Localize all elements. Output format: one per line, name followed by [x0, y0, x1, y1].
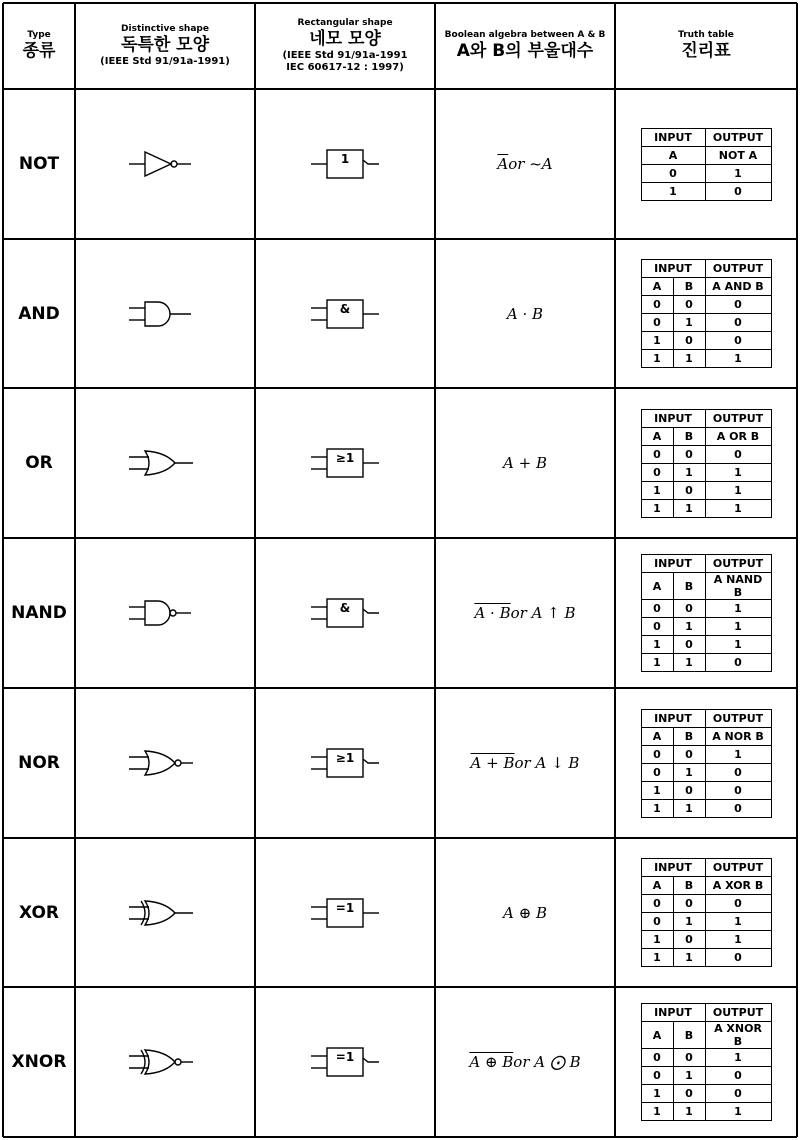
table-row [641, 314, 771, 332]
table-row [641, 164, 771, 182]
truth-table-and [641, 259, 772, 368]
table-value: 1 [673, 618, 705, 636]
boolean-expression-xnor [435, 987, 615, 1137]
table-value: 1 [641, 931, 673, 949]
table-value: 1 [641, 1085, 673, 1103]
table-value: 0 [673, 600, 705, 618]
table-value: 1 [641, 654, 673, 672]
table-row [641, 1049, 771, 1067]
table-value: 0 [641, 314, 673, 332]
table-value: 1 [641, 182, 705, 200]
not-gate-icon [125, 139, 205, 189]
table-value: 0 [641, 1067, 673, 1085]
header-distinctive-ko: 독특한 모양 [120, 35, 210, 55]
header-rectangular-en: Rectangular shape [297, 18, 393, 28]
table-value: 1 [673, 1067, 705, 1085]
distinctive-symbol-xnor [75, 987, 255, 1137]
column-output: A OR B [705, 427, 771, 445]
header-distinctive-en: Distinctive shape [121, 24, 209, 34]
rectangular-symbol-or [255, 388, 435, 538]
rectangular-symbol-and [255, 239, 435, 388]
table-value: 0 [705, 445, 771, 463]
table-row [641, 618, 771, 636]
xnor-gate-icon [125, 1037, 205, 1087]
column-output: A NOR B [705, 727, 771, 745]
rectangular-symbol-nor [255, 688, 435, 838]
header-truth-ko: 진리표 [681, 41, 731, 61]
table-value: 0 [673, 745, 705, 763]
rectangular-symbol-xor [255, 838, 435, 987]
table-value: 0 [705, 314, 771, 332]
truth-table-cell-and [615, 239, 797, 388]
gate-name-nand: NAND [11, 603, 67, 623]
table-value: 1 [641, 499, 673, 517]
truth-table-not [641, 128, 772, 201]
rectangular-symbol-nand [255, 538, 435, 688]
table-row [641, 296, 771, 314]
overlined-term: A · B [474, 604, 511, 622]
gate-name-xor: XOR [18, 902, 60, 923]
truth-table-nand [641, 554, 772, 672]
header-boolean-ko: A와 B의 부울대수 [456, 41, 594, 61]
table-value: 1 [641, 799, 673, 817]
rect-symbol-label: ≥1 [335, 451, 355, 465]
output-header: OUTPUT [705, 1004, 771, 1022]
expression-rest: or A ↓ B [514, 754, 580, 772]
table-value: 1 [673, 799, 705, 817]
output-header: OUTPUT [705, 260, 771, 278]
table-row [641, 463, 771, 481]
rect-symbol-label: & [339, 601, 351, 615]
overlined-term: A ⊕ B [469, 1053, 514, 1071]
header-rectangular [255, 3, 435, 89]
table-row [641, 895, 771, 913]
truth-table-cell-not [615, 89, 797, 239]
table-value: 0 [705, 763, 771, 781]
input-header: INPUT [641, 260, 705, 278]
gate-name-or: OR [25, 453, 53, 473]
table-value: 1 [705, 463, 771, 481]
table-row [641, 332, 771, 350]
table-value: 1 [705, 499, 771, 517]
column-b: B [673, 727, 705, 745]
table-value: 1 [705, 600, 771, 618]
column-a: A [641, 573, 673, 600]
header-rectangular-ko: 네모 모양 [309, 29, 381, 49]
table-row [641, 499, 771, 517]
table-value: 0 [673, 636, 705, 654]
truth-table-cell-nor [615, 688, 797, 838]
table-value: 1 [641, 350, 673, 368]
output-header: OUTPUT [705, 128, 771, 146]
boolean-expression-and [435, 239, 615, 388]
table-value: 1 [673, 763, 705, 781]
header-distinctive [75, 3, 255, 89]
table-row [641, 913, 771, 931]
overlined-term: $\overline{A}$ [497, 155, 509, 173]
column-b: B [673, 1022, 705, 1049]
header-rectangular-sub2: IEC 60617-12 : 1997) [286, 62, 404, 73]
table-row [641, 745, 771, 763]
distinctive-symbol-or [75, 388, 255, 538]
table-value: 0 [705, 1067, 771, 1085]
expression-rest: A ⊕ B [503, 903, 547, 922]
table-value: 0 [641, 463, 673, 481]
boolean-expression-nand [435, 538, 615, 688]
rect-symbol-label: =1 [335, 900, 355, 915]
table-value: 0 [705, 895, 771, 913]
column-output: A NAND B [705, 573, 771, 600]
column-output: A XNOR B [705, 1022, 771, 1049]
table-value: 1 [641, 636, 673, 654]
input-header: INPUT [641, 128, 705, 146]
truth-table-cell-nand [615, 538, 797, 688]
table-value: 0 [673, 481, 705, 499]
distinctive-symbol-nand [75, 538, 255, 688]
table-value: 0 [673, 332, 705, 350]
truth-table-nor [641, 709, 772, 818]
table-value: 1 [705, 481, 771, 499]
table-value: 0 [673, 445, 705, 463]
input-header: INPUT [641, 555, 705, 573]
table-value: 0 [705, 332, 771, 350]
table-value: 0 [673, 296, 705, 314]
table-value: 1 [705, 931, 771, 949]
table-value: 0 [705, 654, 771, 672]
header-type-ko: 종류 [22, 41, 56, 61]
distinctive-symbol-and [75, 239, 255, 388]
gate-name-xnor: XNOR [11, 1052, 67, 1072]
table-value: 0 [673, 1085, 705, 1103]
table-value: 1 [705, 164, 771, 182]
truth-table-cell-xnor [615, 987, 797, 1137]
expression-rest: A + B [503, 454, 547, 472]
table-row [641, 636, 771, 654]
output-header: OUTPUT [705, 859, 771, 877]
truth-table-or [641, 409, 772, 518]
rect-symbol-label: 1 [340, 152, 350, 166]
distinctive-symbol-nor [75, 688, 255, 838]
header-truth [615, 3, 797, 89]
truth-table-xnor [641, 1003, 772, 1121]
column-output: A XOR B [705, 877, 771, 895]
column-a: A [641, 727, 673, 745]
boolean-expression-nor [435, 688, 615, 838]
table-row [641, 654, 771, 672]
table-value: 1 [641, 481, 673, 499]
table-value: 1 [705, 1049, 771, 1067]
header-truth-en: Truth table [678, 30, 734, 40]
truth-table-cell-or [615, 388, 797, 538]
expression-rest: or ~A [508, 155, 553, 173]
table-value: 0 [705, 1085, 771, 1103]
boolean-expression-xor [435, 838, 615, 987]
table-value: 1 [673, 314, 705, 332]
truth-table-xor [641, 858, 772, 967]
table-row [641, 799, 771, 817]
table-value: 0 [705, 781, 771, 799]
column-a: A [641, 427, 673, 445]
expression-rest: or A ⨀ B [513, 1053, 581, 1071]
table-value: 0 [641, 895, 673, 913]
table-value: 0 [641, 164, 705, 182]
gate-name-not: NOT [18, 154, 60, 174]
expression-rest: or A ↑ B [510, 604, 576, 622]
rect-symbol-label: & [339, 301, 351, 316]
table-value: 1 [705, 745, 771, 763]
rect-symbol-label: =1 [335, 1050, 355, 1064]
table-value: 0 [705, 799, 771, 817]
table-row [641, 481, 771, 499]
table-value: 1 [673, 1103, 705, 1121]
header-rectangular-sub1: (IEEE Std 91/91a-1991 [282, 50, 408, 61]
column-output: NOT A [705, 146, 771, 164]
table-value: 1 [673, 913, 705, 931]
column-a: A [641, 1022, 673, 1049]
rectangular-symbol-xnor [255, 987, 435, 1137]
output-header: OUTPUT [705, 555, 771, 573]
header-distinctive-sub: (IEEE Std 91/91a-1991) [100, 56, 230, 67]
input-header: INPUT [641, 859, 705, 877]
output-header: OUTPUT [705, 409, 771, 427]
input-header: INPUT [641, 409, 705, 427]
table-value: 0 [641, 296, 673, 314]
table-row [641, 600, 771, 618]
table-value: 1 [705, 913, 771, 931]
table-value: 0 [641, 618, 673, 636]
column-b: B [673, 278, 705, 296]
table-row [641, 931, 771, 949]
table-row [641, 1103, 771, 1121]
header-type [3, 3, 75, 89]
table-value: 0 [673, 931, 705, 949]
column-b: B [673, 877, 705, 895]
truth-table-cell-xor [615, 838, 797, 987]
column-b: B [673, 427, 705, 445]
table-value: 0 [641, 913, 673, 931]
header-boolean [435, 3, 615, 89]
gate-name-and: AND [18, 303, 60, 324]
table-value: 1 [641, 332, 673, 350]
table-value: 0 [705, 949, 771, 967]
table-value: 1 [673, 350, 705, 368]
table-value: 1 [673, 949, 705, 967]
table-value: 1 [641, 781, 673, 799]
header-boolean-en: Boolean algebra between A & B [444, 30, 606, 40]
column-b: B [673, 573, 705, 600]
table-value: 1 [705, 636, 771, 654]
input-header: INPUT [641, 1004, 705, 1022]
expression-rest: A · B [506, 304, 544, 323]
table-value: 1 [641, 949, 673, 967]
table-row [641, 763, 771, 781]
overlined-term: A + B [470, 754, 515, 772]
table-value: 0 [641, 445, 673, 463]
boolean-expression-not [435, 89, 615, 239]
distinctive-symbol-xor [75, 838, 255, 987]
table-value: 1 [641, 1103, 673, 1121]
table-value: 0 [705, 296, 771, 314]
table-value: 1 [673, 463, 705, 481]
table-value: 0 [641, 745, 673, 763]
table-value: 0 [641, 1049, 673, 1067]
table-value: 1 [705, 350, 771, 368]
table-value: 1 [705, 618, 771, 636]
header-type-en: Type [27, 30, 51, 40]
nor-gate-icon [125, 738, 205, 788]
table-value: 0 [705, 182, 771, 200]
table-row [641, 350, 771, 368]
gate-name-nor: NOR [18, 753, 60, 773]
table-row [641, 949, 771, 967]
distinctive-symbol-not [75, 89, 255, 239]
table-value: 1 [673, 654, 705, 672]
table-row [641, 1085, 771, 1103]
table-value: 0 [673, 1049, 705, 1067]
column-a: A [641, 877, 673, 895]
table-row [641, 182, 771, 200]
column-a: A [641, 146, 705, 164]
table-value: 1 [673, 499, 705, 517]
rectangular-symbol-not [255, 89, 435, 239]
table-row [641, 445, 771, 463]
rect-symbol-label: ≥1 [335, 751, 355, 765]
table-value: 0 [641, 600, 673, 618]
xor-gate-icon [125, 888, 205, 938]
boolean-expression-or [435, 388, 615, 538]
input-header: INPUT [641, 709, 705, 727]
table-row [641, 1067, 771, 1085]
output-header: OUTPUT [705, 709, 771, 727]
column-a: A [641, 278, 673, 296]
table-value: 0 [673, 781, 705, 799]
table-row [641, 781, 771, 799]
and-gate-icon [125, 289, 205, 339]
or-gate-icon [125, 438, 205, 488]
nand-gate-icon [125, 588, 205, 638]
column-output: A AND B [705, 278, 771, 296]
table-value: 0 [673, 895, 705, 913]
table-value: 1 [705, 1103, 771, 1121]
table-value: 0 [641, 763, 673, 781]
